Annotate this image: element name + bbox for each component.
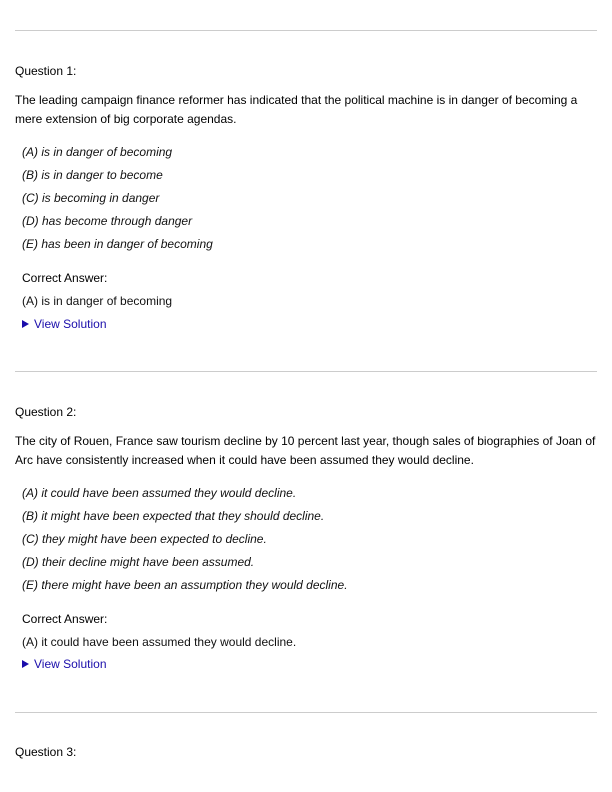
divider xyxy=(15,712,597,713)
divider xyxy=(15,371,597,372)
correct-answer-label: Correct Answer: xyxy=(22,612,108,626)
question-text: The leading campaign finance reformer has indicated that the political machine is in danger of becoming a mere extension of big corporate agendas. xyxy=(15,93,578,126)
option-a: (A) it could have been assumed they would decline. xyxy=(22,486,297,500)
option-d: (D) their decline might have been assumed. xyxy=(22,555,255,569)
view-solution-toggle[interactable] xyxy=(22,657,107,671)
option-a: (A) is in danger of becoming xyxy=(22,145,173,159)
option-c: (C) is becoming in danger xyxy=(22,191,160,205)
view-solution-label: View Solution xyxy=(34,317,107,331)
correct-answer-text: (A) it could have been assumed they would decline. xyxy=(22,635,297,649)
correct-answer-text: (A) is in danger of becoming xyxy=(22,294,173,308)
view-solution-toggle[interactable] xyxy=(22,317,107,331)
question-2 xyxy=(15,405,600,671)
option-e: (E) there might have been an assumption they would decline. xyxy=(22,578,348,592)
disclosure-triangle-icon xyxy=(22,660,29,668)
option-b: (B) is in danger to become xyxy=(22,168,163,182)
option-e: (E) has been in danger of becoming xyxy=(22,237,213,251)
question-1 xyxy=(15,64,600,331)
divider xyxy=(15,30,597,31)
question-text: The city of Rouen, France saw tourism decline by 10 percent last year, though sales of biographies of Joan of Arc have consistently increased when it could have been assumed they would decline. xyxy=(15,434,596,467)
answer-options xyxy=(22,141,213,256)
question-title: Question 1: xyxy=(15,64,77,78)
correct-answer-label: Correct Answer: xyxy=(22,271,108,285)
view-solution-label: View Solution xyxy=(34,657,107,671)
answer-options xyxy=(22,482,348,597)
question-3 xyxy=(15,745,600,759)
question-title: Question 3: xyxy=(15,745,77,759)
option-b: (B) it might have been expected that they should decline. xyxy=(22,509,325,523)
option-d: (D) has become through danger xyxy=(22,214,193,228)
option-c: (C) they might have been expected to decline. xyxy=(22,532,267,546)
question-title: Question 2: xyxy=(15,405,77,419)
disclosure-triangle-icon xyxy=(22,320,29,328)
